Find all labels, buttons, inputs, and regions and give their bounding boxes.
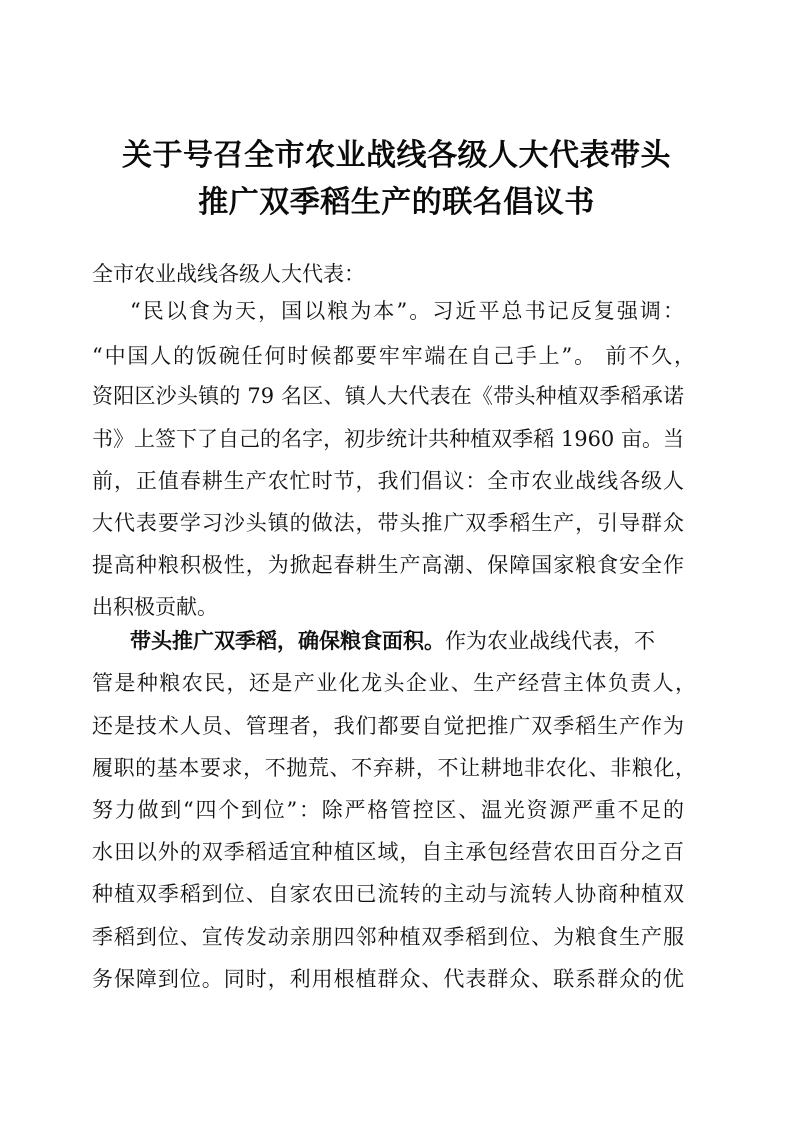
paragraph-1-line: “中国人的饭碗任何时候都要牢牢端在自己手上”。 前不久，: [92, 344, 695, 368]
paragraph-1-line: 书》上签下了自己的名字，初步统计共种植双季稻 1960 亩。当: [92, 427, 684, 451]
paragraph-2-line: 管是种粮农民，还是产业化龙头企业、生产经营主体负责人，: [92, 671, 696, 695]
paragraph-1-line: 大代表要学习沙头镇的做法，带头推广双季稻生产，引导群众: [92, 511, 684, 535]
paragraph-2-line: 种植双季稻到位、自家农田已流转的主动与流转人协商种植双: [92, 882, 684, 906]
paragraph-2-first-line-rest: 作为农业战线代表，不: [445, 629, 655, 653]
document-title-line-1: 关于号召全市农业战线各级人大代表带头: [122, 138, 671, 173]
paragraph-1-line: 前，正值春耕生产农忙时节，我们倡议：全市农业战线各级人: [92, 469, 684, 493]
paragraph-1-line: 资阳区沙头镇的 79 名区、镇人大代表在《带头种植双季稻承诺: [92, 384, 684, 408]
document-title-line-2: 推广双季稻生产的联名倡议书: [198, 185, 595, 220]
paragraph-2-line: 还是技术人员、管理者，我们都要自觉把推广双季稻生产作为: [92, 714, 684, 738]
paragraph-2-heading: 带头推广双季稻，确保粮食面积。: [130, 629, 445, 653]
paragraph-2-line: 努力做到“四个到位”：除严格管控区、温光资源严重不足的: [92, 798, 684, 822]
paragraph-2-line: 水田以外的双季稻适宜种植区域，自主承包经营农田百分之百: [92, 840, 684, 864]
paragraph-1-line: 出积极贡献。: [92, 595, 218, 619]
paragraph-2-line: 季稻到位、宣传发动亲朋四邻种植双季稻到位、为粮食生产服: [92, 925, 684, 949]
paragraph-2-line: 务保障到位。同时，利用根植群众、代表群众、联系群众的优: [92, 967, 684, 991]
paragraph-1-line: “民以食为天，国以粮为本”。习近平总书记反复强调：: [130, 299, 684, 323]
paragraph-2-first-line: [130, 626, 686, 656]
paragraph-2-line: 履职的基本要求，不抛荒、不弃耕，不让耕地非农化、非粮化，: [92, 756, 696, 780]
paragraph-1-line: 提高种粮积极性，为掀起春耕生产高潮、保障国家粮食安全作: [92, 553, 684, 577]
salutation: 全市农业战线各级人大代表：: [92, 262, 365, 286]
